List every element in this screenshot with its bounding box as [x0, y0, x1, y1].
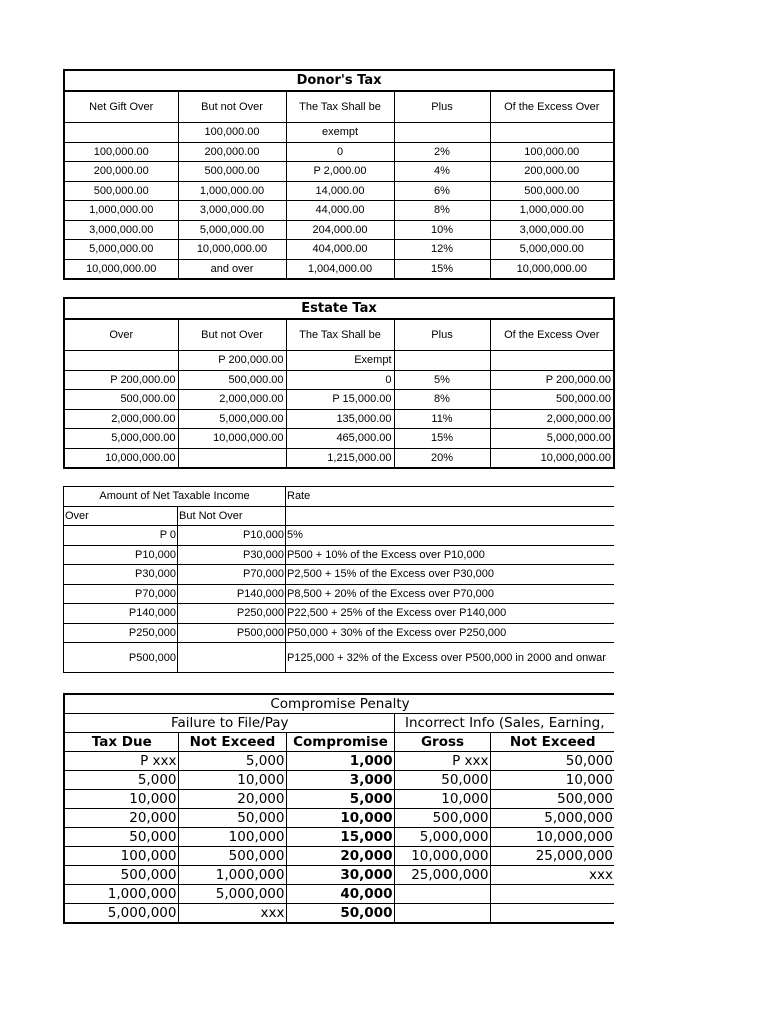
- table-row: [64, 809, 614, 828]
- table-row: [64, 904, 614, 924]
- table-cell: 5,000: [286, 790, 394, 809]
- incorrect-info-header: Incorrect Info (Sales, Earning,: [394, 714, 614, 733]
- table-row: [64, 885, 614, 904]
- table-cell: P125,000 + 32% of the Excess over P500,000 in 2000 and onwar: [286, 643, 614, 673]
- table-row: [64, 752, 614, 771]
- table-header-row: [64, 733, 614, 752]
- table-cell: 200,000.00: [490, 162, 614, 182]
- table-cell: 404,000.00: [286, 240, 394, 260]
- table-cell: 10%: [394, 220, 490, 240]
- table-row: [64, 448, 614, 468]
- table-cell: P500,000: [64, 643, 178, 673]
- table-cell: 5,000,000.00: [64, 429, 178, 449]
- table-row: [64, 201, 614, 221]
- table-cell: 1,215,000.00: [286, 448, 394, 468]
- table-cell: P500,000: [178, 623, 286, 643]
- table-cell: 5,000,000.00: [178, 409, 286, 429]
- table-cell: 10,000,000: [394, 847, 490, 866]
- table-cell: 100,000.00: [490, 142, 614, 162]
- table-cell: [490, 351, 614, 371]
- table-cell: 10,000,000.00: [490, 259, 614, 279]
- table-cell: 5,000,000.00: [178, 220, 286, 240]
- income-rate-header: Rate: [286, 487, 614, 507]
- table-cell: 0: [286, 370, 394, 390]
- table-row: [64, 429, 614, 449]
- table-cell: P 2,000.00: [286, 162, 394, 182]
- column-header: The Tax Shall be: [286, 319, 394, 351]
- table-cell: [490, 885, 614, 904]
- column-header: Plus: [394, 91, 490, 123]
- table-cell: 8%: [394, 201, 490, 221]
- table-cell: 5,000,000: [490, 809, 614, 828]
- column-header: Of the Excess Over: [490, 319, 614, 351]
- table-cell: 12%: [394, 240, 490, 260]
- table-cell: [178, 448, 286, 468]
- table-cell: 135,000.00: [286, 409, 394, 429]
- table-cell: 2%: [394, 142, 490, 162]
- table-cell: [394, 351, 490, 371]
- table-row: [64, 847, 614, 866]
- donors-tax-table: [63, 69, 615, 280]
- table-cell: 500,000: [64, 866, 178, 885]
- table-cell: 10,000: [490, 771, 614, 790]
- table-cell: 200,000.00: [178, 142, 286, 162]
- table-cell: 3,000: [286, 771, 394, 790]
- table-cell: 25,000,000: [490, 847, 614, 866]
- income-amount-header: Amount of Net Taxable Income: [64, 487, 286, 507]
- column-header: But not Over: [178, 91, 286, 123]
- table-cell: 100,000: [64, 847, 178, 866]
- table-row: [64, 390, 614, 410]
- table-cell: 20,000: [178, 790, 286, 809]
- table-cell: 14,000.00: [286, 181, 394, 201]
- table-cell: 11%: [394, 409, 490, 429]
- table-cell: xxx: [490, 866, 614, 885]
- table-cell: 5,000,000: [178, 885, 286, 904]
- table-cell: 500,000.00: [178, 162, 286, 182]
- table-cell: xxx: [178, 904, 286, 924]
- table-cell: 6%: [394, 181, 490, 201]
- table-cell: 10,000,000.00: [64, 259, 178, 279]
- table-cell: 1,000,000.00: [490, 201, 614, 221]
- column-header: Plus: [394, 319, 490, 351]
- table-cell: P250,000: [178, 604, 286, 624]
- table-cell: [490, 904, 614, 924]
- table-cell: P 0: [64, 526, 178, 546]
- table-cell: 50,000: [394, 771, 490, 790]
- table-cell: P 15,000.00: [286, 390, 394, 410]
- empty-cell: [286, 506, 614, 526]
- table-row: [64, 370, 614, 390]
- table-cell: 500,000.00: [490, 390, 614, 410]
- table-cell: 3,000,000.00: [64, 220, 178, 240]
- income-but-not-over-header: But Not Over: [178, 506, 286, 526]
- table-cell: P8,500 + 20% of the Excess over P70,000: [286, 584, 614, 604]
- table-cell: 5,000: [178, 752, 286, 771]
- table-cell: P70,000: [64, 584, 178, 604]
- column-header: Not Exceed: [490, 733, 614, 752]
- table-cell: 5,000,000: [64, 904, 178, 924]
- table-cell: 5%: [394, 370, 490, 390]
- table-row: [64, 526, 614, 546]
- table-header-row: [64, 319, 614, 351]
- table-row: [64, 545, 614, 565]
- table-cell: P250,000: [64, 623, 178, 643]
- table-cell: 500,000: [490, 790, 614, 809]
- table-cell: 4%: [394, 162, 490, 182]
- table-row: [64, 240, 614, 260]
- table-cell: 15%: [394, 429, 490, 449]
- table-row: [64, 162, 614, 182]
- table-row: [64, 623, 614, 643]
- table-row: [64, 866, 614, 885]
- table-cell: P140,000: [64, 604, 178, 624]
- table-header-row: [64, 91, 614, 123]
- table-cell: 0: [286, 142, 394, 162]
- table-cell: [394, 885, 490, 904]
- estate-tax-table: [63, 297, 615, 469]
- table-cell: [64, 351, 178, 371]
- table-cell: [64, 123, 178, 143]
- table-cell: 50,000: [64, 828, 178, 847]
- table-row: [64, 771, 614, 790]
- table-cell: 500,000: [394, 809, 490, 828]
- table-cell: [394, 123, 490, 143]
- table-row: [64, 259, 614, 279]
- table-cell: 5%: [286, 526, 614, 546]
- table-cell: 10,000,000.00: [64, 448, 178, 468]
- table-row: [64, 220, 614, 240]
- table-cell: 2,000,000.00: [178, 390, 286, 410]
- table-cell: 1,000: [286, 752, 394, 771]
- table-cell: 20,000: [64, 809, 178, 828]
- table-row: [64, 643, 614, 673]
- column-header: The Tax Shall be: [286, 91, 394, 123]
- column-header: Of the Excess Over: [490, 91, 614, 123]
- table-cell: 5,000,000.00: [490, 240, 614, 260]
- table-row: [64, 181, 614, 201]
- table-cell: 200,000.00: [64, 162, 178, 182]
- table-row: [64, 828, 614, 847]
- table-cell: P2,500 + 15% of the Excess over P30,000: [286, 565, 614, 585]
- table-cell: 10,000: [286, 809, 394, 828]
- table-cell: P70,000: [178, 565, 286, 585]
- table-row: [64, 790, 614, 809]
- column-header: Net Gift Over: [64, 91, 178, 123]
- table-cell: 5,000,000: [394, 828, 490, 847]
- income-over-header: Over: [64, 506, 178, 526]
- table-cell: P10,000: [64, 545, 178, 565]
- donors-tax-title: Donor's Tax: [64, 70, 614, 91]
- table-cell: 1,004,000.00: [286, 259, 394, 279]
- table-cell: [490, 123, 614, 143]
- table-cell: P500 + 10% of the Excess over P10,000: [286, 545, 614, 565]
- table-cell: 5,000,000.00: [64, 240, 178, 260]
- table-cell: P 200,000.00: [64, 370, 178, 390]
- table-cell: and over: [178, 259, 286, 279]
- column-header: Not Exceed: [178, 733, 286, 752]
- table-cell: P30,000: [178, 545, 286, 565]
- table-cell: exempt: [286, 123, 394, 143]
- table-cell: 2,000,000.00: [490, 409, 614, 429]
- table-cell: 1,000,000: [64, 885, 178, 904]
- table-cell: P30,000: [64, 565, 178, 585]
- table-cell: 50,000: [178, 809, 286, 828]
- table-cell: 500,000.00: [178, 370, 286, 390]
- table-cell: 500,000.00: [490, 181, 614, 201]
- table-cell: 20%: [394, 448, 490, 468]
- table-cell: 100,000.00: [64, 142, 178, 162]
- table-row: [64, 142, 614, 162]
- table-cell: 5,000: [64, 771, 178, 790]
- failure-to-file-header: Failure to File/Pay: [64, 714, 394, 733]
- table-cell: 2,000,000.00: [64, 409, 178, 429]
- table-cell: 465,000.00: [286, 429, 394, 449]
- table-cell: 10,000,000.00: [178, 240, 286, 260]
- table-cell: 1,000,000.00: [64, 201, 178, 221]
- column-header: Over: [64, 319, 178, 351]
- table-cell: 8%: [394, 390, 490, 410]
- table-cell: 100,000: [178, 828, 286, 847]
- table-cell: 10,000: [394, 790, 490, 809]
- table-cell: 30,000: [286, 866, 394, 885]
- table-cell: 5,000,000.00: [490, 429, 614, 449]
- table-cell: P50,000 + 30% of the Excess over P250,000: [286, 623, 614, 643]
- table-cell: 100,000.00: [178, 123, 286, 143]
- table-cell: 20,000: [286, 847, 394, 866]
- table-cell: 10,000: [64, 790, 178, 809]
- column-header: Compromise: [286, 733, 394, 752]
- table-cell: P140,000: [178, 584, 286, 604]
- table-cell: P22,500 + 25% of the Excess over P140,000: [286, 604, 614, 624]
- table-cell: 25,000,000: [394, 866, 490, 885]
- table-cell: 10,000,000.00: [178, 429, 286, 449]
- table-cell: 204,000.00: [286, 220, 394, 240]
- income-tax-table: [63, 486, 614, 673]
- table-cell: P 200,000.00: [490, 370, 614, 390]
- column-header: Tax Due: [64, 733, 178, 752]
- table-cell: P xxx: [394, 752, 490, 771]
- table-cell: 15,000: [286, 828, 394, 847]
- estate-tax-title: Estate Tax: [64, 298, 614, 319]
- table-cell: 44,000.00: [286, 201, 394, 221]
- table-cell: 15%: [394, 259, 490, 279]
- table-row: [64, 351, 614, 371]
- compromise-penalty-title: Compromise Penalty: [64, 694, 614, 714]
- table-row: [64, 565, 614, 585]
- table-cell: 500,000.00: [64, 181, 178, 201]
- table-cell: P xxx: [64, 752, 178, 771]
- table-cell: P 200,000.00: [178, 351, 286, 371]
- table-row: [64, 604, 614, 624]
- table-cell: 10,000,000.00: [490, 448, 614, 468]
- table-row: [64, 123, 614, 143]
- table-cell: 50,000: [490, 752, 614, 771]
- table-cell: P10,000: [178, 526, 286, 546]
- table-cell: 500,000: [178, 847, 286, 866]
- table-row: [64, 409, 614, 429]
- compromise-penalty-table: [63, 693, 614, 924]
- table-cell: 3,000,000.00: [490, 220, 614, 240]
- table-cell: 1,000,000.00: [178, 181, 286, 201]
- column-header: But not Over: [178, 319, 286, 351]
- table-cell: 1,000,000: [178, 866, 286, 885]
- table-cell: 10,000: [178, 771, 286, 790]
- table-cell: [394, 904, 490, 924]
- table-row: [64, 584, 614, 604]
- table-cell: 40,000: [286, 885, 394, 904]
- table-cell: 500,000.00: [64, 390, 178, 410]
- table-cell: 10,000,000: [490, 828, 614, 847]
- table-cell: Exempt: [286, 351, 394, 371]
- table-cell: 3,000,000.00: [178, 201, 286, 221]
- column-header: Gross: [394, 733, 490, 752]
- table-cell: [178, 643, 286, 673]
- table-cell: 50,000: [286, 904, 394, 924]
